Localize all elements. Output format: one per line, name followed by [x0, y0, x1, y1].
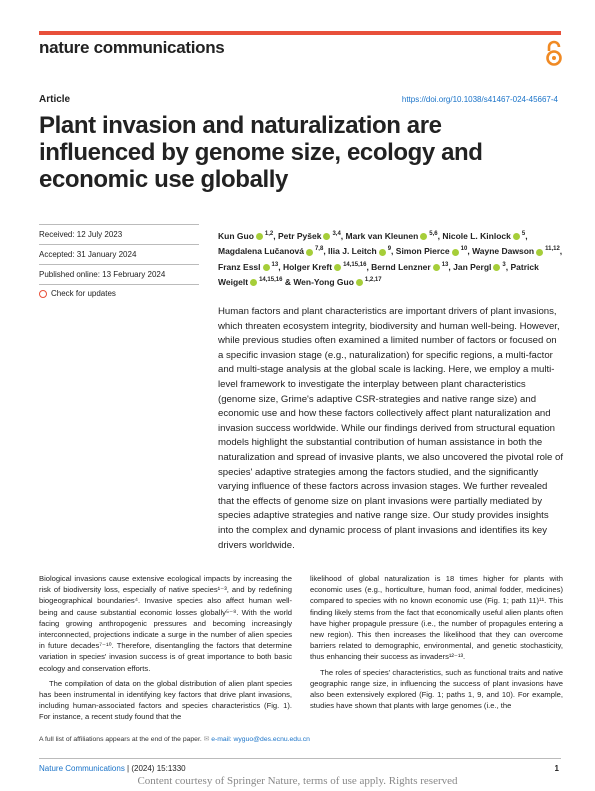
watermark: Content courtesy of Springer Nature, terms of use apply. Rights reserved — [137, 775, 458, 787]
author-affiliation-sup: 5 — [521, 231, 526, 237]
author-name[interactable]: Kun Guo — [218, 230, 254, 241]
orcid-icon[interactable] — [306, 249, 313, 256]
orcid-icon[interactable] — [356, 279, 363, 286]
author-affiliation-sup: 3,4 — [332, 231, 341, 237]
orcid-icon[interactable] — [452, 249, 459, 256]
author-name[interactable]: Bernd Lenzner — [371, 261, 431, 272]
open-access-icon[interactable] — [543, 39, 565, 67]
received-date: Received: 12 July 2023 — [39, 230, 123, 239]
author-name[interactable]: Holger Kreft — [282, 261, 333, 272]
author-affiliation-sup: 10 — [460, 246, 468, 253]
author-name[interactable]: Patrick Weigelt — [218, 261, 539, 288]
orcid-icon[interactable] — [433, 264, 440, 271]
check-updates-icon — [39, 290, 47, 298]
author-name[interactable]: & Wen-Yong Guo — [284, 277, 354, 288]
author-name[interactable]: Magdalena Lučanová — [218, 246, 304, 257]
footer-citation: | (2024) 15:1330 — [127, 764, 186, 773]
author-affiliation-sup: 5,6 — [429, 231, 438, 237]
body-paragraph: The compilation of data on the global distribution of alien plant species has been instrumental in identifying key factors that drive plant invasions, including human-associated factors and species characteristics (Fig. 1). For instance, a recent study found that the — [39, 678, 292, 722]
check-updates-link[interactable] — [39, 289, 116, 298]
orcid-icon[interactable] — [323, 233, 330, 240]
abstract-text: Human factors and plant characteristics are important drivers of plant invasions, which threaten ecosystem integrity, biodiversity and human well-being. However, while previous studies often examined a limited number of factors or focused on a specific invasion stage (e.g., naturalization) for specific regions, a multi-factor and multi-stage analysis at the global scale is lacking. Here, we employ a multi-level framework to investigate the interplay between plant characteristics (genome size, Grime's adaptive CSR-strategies and native range size) and economic use and how these factors collectively affect plant naturalization and invasion success worldwide. While our findings derived from structural equation models highlight the substantial contribution of human assistance in both the naturalization and spread of invasive plants, we also uncovered the pivotal role of species' adaptive strategies among the factors studied, and the significantly varying influence of these factors across invasion stages. We further revealed that the effects of genome size on plant invasions were partially mediated by species adaptive strategies and native range size. Our study provides insights into the complex and dynamic process of plant invasions and identifies its key drivers worldwide. — [218, 306, 564, 551]
orcid-icon[interactable] — [379, 249, 386, 256]
author-name[interactable]: Petr Pyšek — [277, 230, 322, 241]
author-name[interactable]: Nicole L. Kinlock — [442, 230, 511, 241]
author-affiliation-sup: 7,8 — [314, 246, 324, 253]
author-affiliation-sup: 1,2,17 — [364, 277, 382, 284]
orcid-icon[interactable] — [493, 264, 500, 271]
author-affiliation-sup: 3 — [502, 261, 506, 268]
divider — [39, 264, 199, 265]
body-paragraph: Biological invasions cause extensive ecological impacts by increasing the risk of biodiversity loss, especially of native species¹⁻³, and by redefining biogeographical boundaries⁴. Invasive species also affect human well-being and cause substantial economic losses globally⁵⁻⁸. With the world facing growing anthropogenic pressures and becoming increasingly interconnected, projections indicate a surge in the number of alien species in future decades⁷⁻¹⁰. Therefore, disentangling the factors that determine variation in species' invasion success is of great importance to both basic ecology and conservation efforts. — [39, 574, 292, 673]
orcid-icon[interactable] — [513, 233, 520, 240]
orcid-icon[interactable] — [256, 233, 263, 240]
article-title: Plant invasion and naturalization are influenced by genome size, ecology and economic use globally — [39, 112, 483, 193]
body-paragraph: likelihood of global naturalization is 18 times higher for plants with economic uses (e.g., horticulture, human food, animal fodder, medicines) compared to species with no known economic use (Fig. 1; path 11)¹¹. This finding likely stems from the fact that economically useful alien plants often have higher propagule pressure (i.e., the number of propagules entering a new region). This then increases the likelihood that they can overcome barriers related to demographic, environmental, and genetic stochasticity, thus enhancing their success as invaders¹²⁻¹³. — [310, 574, 563, 662]
email-text[interactable]: e-mail: wyguo@des.ecnu.edu.cn — [211, 736, 310, 743]
author-affiliation-sup: 14,15,16 — [343, 261, 367, 268]
orcid-icon[interactable] — [420, 233, 427, 240]
body-paragraph: The roles of species' characteristics, such as functional traits and native geographic range size, in influencing the success of plant invasions have also been extensively explored (Fig. 1; paths 1, 9, and 10). For example, studies have shown that plants with large genomes (i.e., the — [310, 667, 563, 711]
abstract — [218, 305, 564, 553]
header-accent-bar — [39, 31, 561, 35]
author-name[interactable]: Franz Essl — [218, 261, 261, 272]
check-updates-label: Check for updates — [51, 289, 116, 298]
accepted-date: Accepted: 31 January 2024 — [39, 250, 137, 259]
orcid-icon[interactable] — [536, 249, 543, 256]
doi-link[interactable]: https://doi.org/10.1038/s41467-024-45667-4 — [401, 95, 558, 104]
published-date: Published online: 13 February 2024 — [39, 270, 166, 279]
author-list: Kun Guo $^{1,2}$, Petr Pyšek $^{3,4}$, Mark van Kleunen $^{5,6}$, Nicole L. Kinlock $^5$, Magdalena Lučanová $^{7,8}$, Ilia J. Leitch $^9$, Simon Pierce $^{10}$, Wayne Dawson $^{11,12}$, Franz Essl $^{13}$, Holger Kreft $^{14,15,16}$, Bernd Lenzner $^{13}$, Jan Pergl $^3$, Patrick Weigelt $^{14,15,16}$ & Wen-Yong Guo $^{1,2,17}$ — [218, 230, 563, 288]
author-name[interactable]: Simon Pierce — [395, 246, 450, 257]
author-affiliation-sup: 1,2 — [264, 231, 274, 237]
divider — [39, 244, 199, 245]
article-type: Article — [39, 94, 71, 105]
author-name[interactable]: Wayne Dawson — [472, 246, 535, 257]
affiliations-text: A full list of affiliations appears at the end of the paper. — [39, 736, 202, 743]
author-affiliation-sup: 14,15,16 — [259, 277, 283, 284]
footer-journal[interactable]: Nature Communications — [39, 764, 125, 773]
orcid-icon[interactable] — [263, 264, 270, 271]
footer-divider — [39, 758, 561, 759]
orcid-icon[interactable] — [334, 264, 341, 271]
author-affiliation-sup: 9 — [387, 246, 392, 253]
email-icon: ✉ — [203, 736, 212, 743]
journal-name[interactable]: nature communications — [39, 38, 225, 57]
body-column-right — [310, 573, 563, 715]
author-affiliation-sup: 11,12 — [545, 246, 560, 253]
divider — [39, 284, 199, 285]
author-affiliation-sup: 13 — [441, 261, 449, 268]
author-affiliation-sup: 13 — [271, 261, 279, 268]
page-number: 1 — [554, 764, 559, 773]
footer — [39, 764, 561, 773]
divider — [39, 224, 199, 225]
body-column-left — [39, 573, 292, 727]
orcid-icon[interactable] — [250, 279, 257, 286]
affiliations-note — [39, 735, 310, 743]
author-name[interactable]: Jan Pergl — [453, 261, 492, 272]
author-name[interactable]: Mark van Kleunen — [345, 230, 419, 241]
author-name[interactable]: Ilia J. Leitch — [328, 246, 377, 257]
